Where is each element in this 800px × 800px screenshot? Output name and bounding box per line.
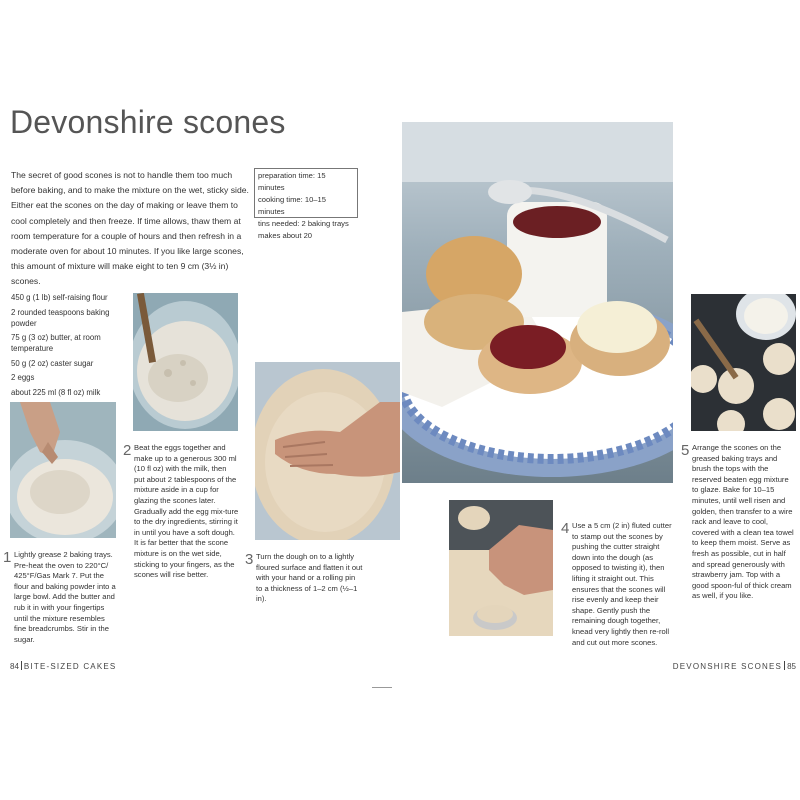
flattening-dough-photo	[255, 362, 400, 540]
footer-divider	[21, 661, 22, 670]
step-number: 2	[123, 442, 132, 459]
step-text: Arrange the scones on the greased baking trays and brush the tops with the reserved beaten egg mixture to glaze. Bake for 10–15 minutes, until well risen and golden, then transfer to a wire rack and leave to cool, covered with a clean tea towel to keep them moist. Serve as fresh as possible, cut in half and spread generously with strawberry jam. Top with a good spoon-ful of thick cream as well, if you like.	[692, 443, 794, 601]
page-number-right: 85	[787, 662, 796, 671]
bowl-flour-photo	[133, 293, 238, 431]
step-1	[3, 550, 117, 645]
step-number: 1	[3, 549, 12, 566]
section-name-left: BITE-SIZED CAKES	[23, 662, 117, 671]
ingredient: 75 g (3 oz) butter, at room temperature	[11, 333, 101, 353]
ingredient: 2 rounded teaspoons baking powder	[11, 307, 110, 328]
step-number: 3	[245, 551, 254, 568]
step-text: Lightly grease 2 baking trays. Pre-heat the oven to 220°C/ 425°F/Gas Mark 7. Put the flour and baking powder into a large bowl. Add the butter and rub it in with your fingertips until the mixture resembles fine breadcrumbs. Stir in the sugar.	[14, 550, 116, 644]
gutter-mark	[372, 687, 392, 688]
step-number: 5	[681, 442, 690, 459]
step-2	[123, 443, 239, 581]
step-3	[245, 552, 363, 605]
cutting-scones-photo	[449, 500, 553, 636]
footer-left	[10, 661, 116, 671]
step-text: Turn the dough on to a lightly floured surface and flatten it out with your hand or a rolling pin to a thickness of 1–2 cm (½–1 in).	[256, 552, 363, 604]
page-title: Devonshire scones	[10, 104, 286, 140]
rubbing-in-photo	[10, 402, 116, 538]
footer-divider	[784, 661, 785, 670]
ingredient: 50 g (2 oz) caster sugar	[11, 358, 94, 368]
page-number-left: 84	[10, 662, 19, 671]
step-5	[681, 443, 797, 602]
footer-right	[673, 661, 796, 671]
intro-paragraph: The secret of good scones is not to handle them too much before baking, and to make the mixture on the wet, sticky side. Either eat the scones on the day of making or leave them to cool completely and then freeze. If time allows, thaw them at room temperature for a couple of hours and then refresh in a moderate oven for about 10 minutes. If you like large scones, this amount of mixture will make eight to ten 9 cm (3½ in) scones.	[11, 170, 249, 287]
ingredients-list	[11, 292, 129, 401]
ingredient: 450 g (1 lb) self-raising flour	[11, 293, 108, 302]
info-line: preparation time: 15 minutes	[258, 171, 326, 192]
step-text: Beat the eggs together and make up to a generous 300 ml (10 fl oz) with the milk, then put about 2 tablespoons of the mixture aside in a cup for glazing the scones later. Gradually add the egg mix-ture to the dry ingredients, stirring it in until you have a soft dough. It is far better that the scone mixture is on the wet side, sticking to your fingers, as the scones will rise better.	[134, 443, 239, 580]
ingredient: 2 eggs	[11, 373, 35, 382]
step-text: Use a 5 cm (2 in) fluted cutter to stamp out the scones by pushing the cutter straight down into the dough (as opposed to twisting it), then lifting it straight out. This ensures that the scones will rise evenly and keep their shape. Gently push the remaining dough together, knead very lightly then re-roll and cut out more scones.	[572, 521, 672, 647]
glazing-scones-photo	[691, 294, 796, 431]
recipe-info-box	[254, 168, 358, 240]
scones-hero-photo	[402, 122, 673, 483]
info-line: tins needed: 2 baking trays	[258, 219, 349, 228]
step-4	[561, 521, 676, 648]
step-number: 4	[561, 520, 570, 537]
info-line: makes about 20	[258, 231, 313, 240]
ingredient: about 225 ml (8 fl oz) milk	[11, 387, 101, 397]
section-name-right: DEVONSHIRE SCONES	[672, 662, 783, 671]
info-line: cooking time: 10–15 minutes	[258, 195, 326, 216]
